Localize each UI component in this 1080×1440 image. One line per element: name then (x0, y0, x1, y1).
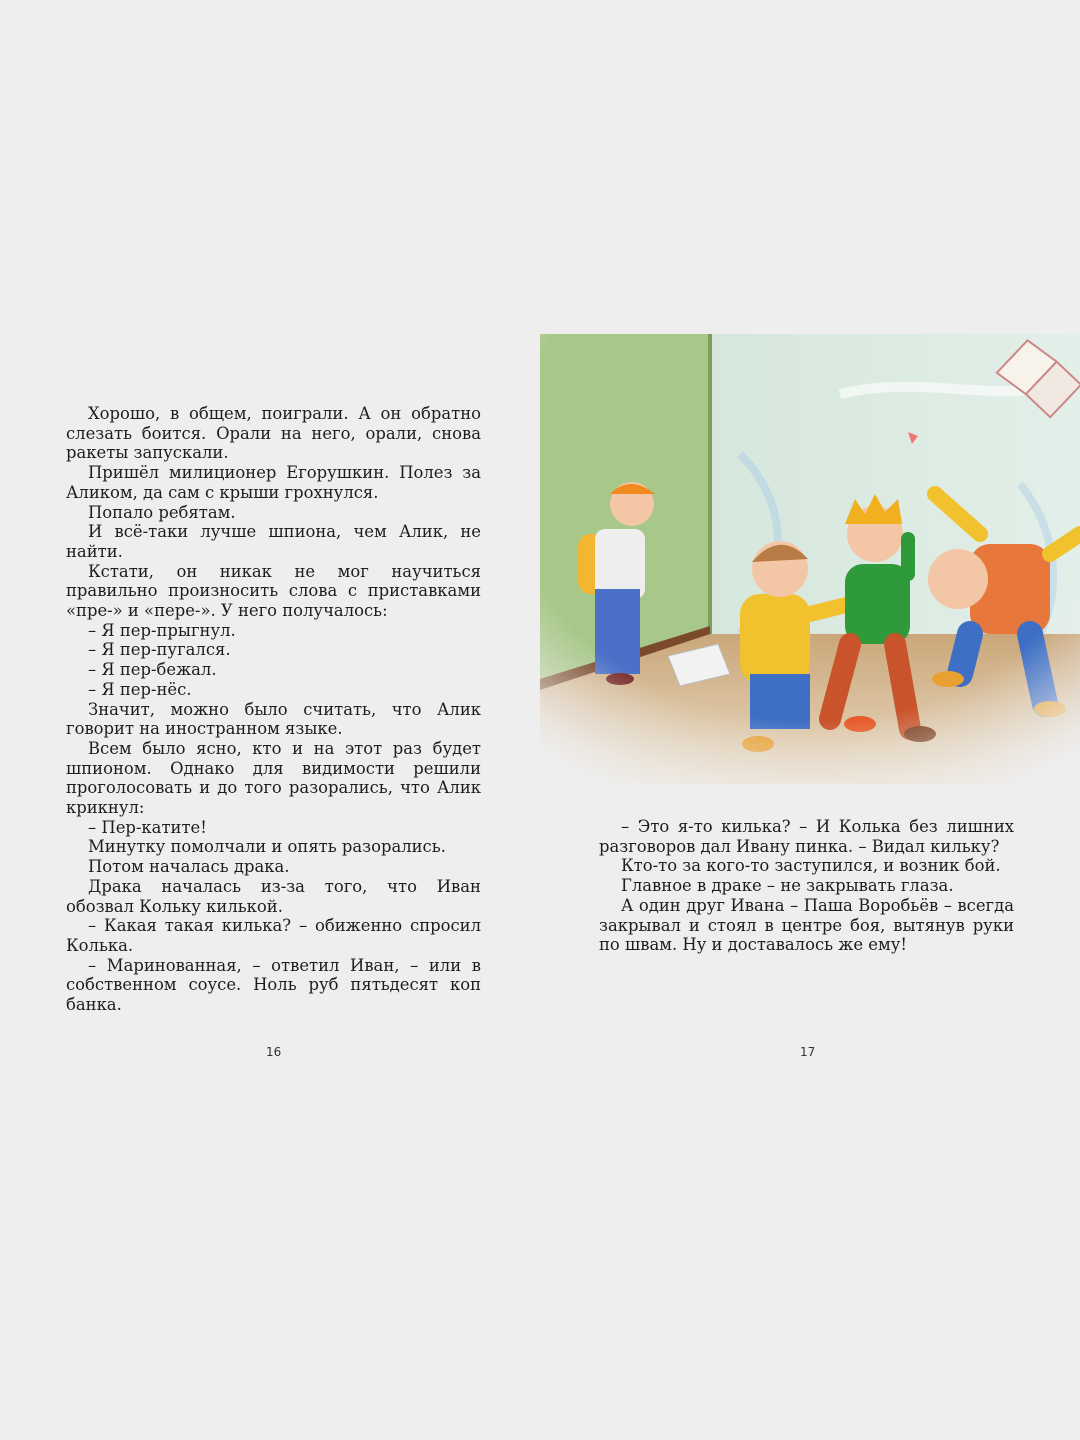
paragraph: А один друг Ивана – Паша Воробьёв – всегда закрывал и стоял в центре боя, вытянув руки по швам. Ну и доставалось же ему! (599, 895, 1014, 955)
paragraph: – Пер-катите! (88, 817, 207, 837)
paragraph: Потом началась драка. (88, 857, 290, 877)
paragraph: Кстати, он никак не мог научиться правильно произносить слова с приставками «пре-» и «пере-». У него получалось: (66, 561, 481, 621)
paragraph: Пришёл милиционер Егорушкин. Полез за Аликом, да сам с крыши грохнулся. (66, 463, 481, 502)
paragraph: И всё-таки лучше шпиона, чем Алик, не найти. (66, 522, 481, 561)
paragraph: Всем было ясно, кто и на этот раз будет шпионом. Однако для видимости решили проголосовать и до того разорались, что Алик крикнул: (66, 738, 481, 818)
paragraph: Хорошо, в общем, поиграли. А он обратно слезать боится. Орали на него, орали, снова ракеты запускали. (66, 404, 481, 463)
paragraph: – Я пер-нёс. (88, 679, 192, 699)
paragraph: Значит, можно было считать, что Алик говорит на иностранном языке. (66, 699, 481, 739)
paragraph: Минутку помолчали и опять разорались. (88, 837, 446, 857)
paragraph: – Маринованная, – ответил Иван, – или в собственном соусе. Ноль руб пятьдесят коп банка. (66, 955, 481, 1015)
page-number-right: 17 (800, 1045, 816, 1059)
paragraph: Главное в драке – не закрывать глаза. (621, 876, 954, 896)
paragraph: Попало ребятам. (88, 502, 236, 522)
paragraph: – Я пер-пугался. (88, 640, 231, 660)
illustration-boys-fighting (540, 334, 1080, 784)
paragraph: Кто-то за кого-то заступился, и возник бой. (621, 856, 1001, 876)
left-page-text (66, 404, 481, 1015)
paragraph: – Это я-то килька? – И Колька без лишних разговоров дал Ивану пинка. – Видал кильку? (599, 817, 1014, 856)
paragraph: – Я пер-прыгнул. (88, 620, 236, 640)
right-page-text (599, 817, 1014, 955)
paragraph: – Какая такая килька? – обиженно спросил Колька. (66, 916, 481, 955)
paragraph: Драка началась из-за того, что Иван обозвал Кольку килькой. (66, 876, 481, 916)
paragraph: – Я пер-бежал. (88, 660, 217, 680)
page-number-left: 16 (266, 1045, 282, 1059)
